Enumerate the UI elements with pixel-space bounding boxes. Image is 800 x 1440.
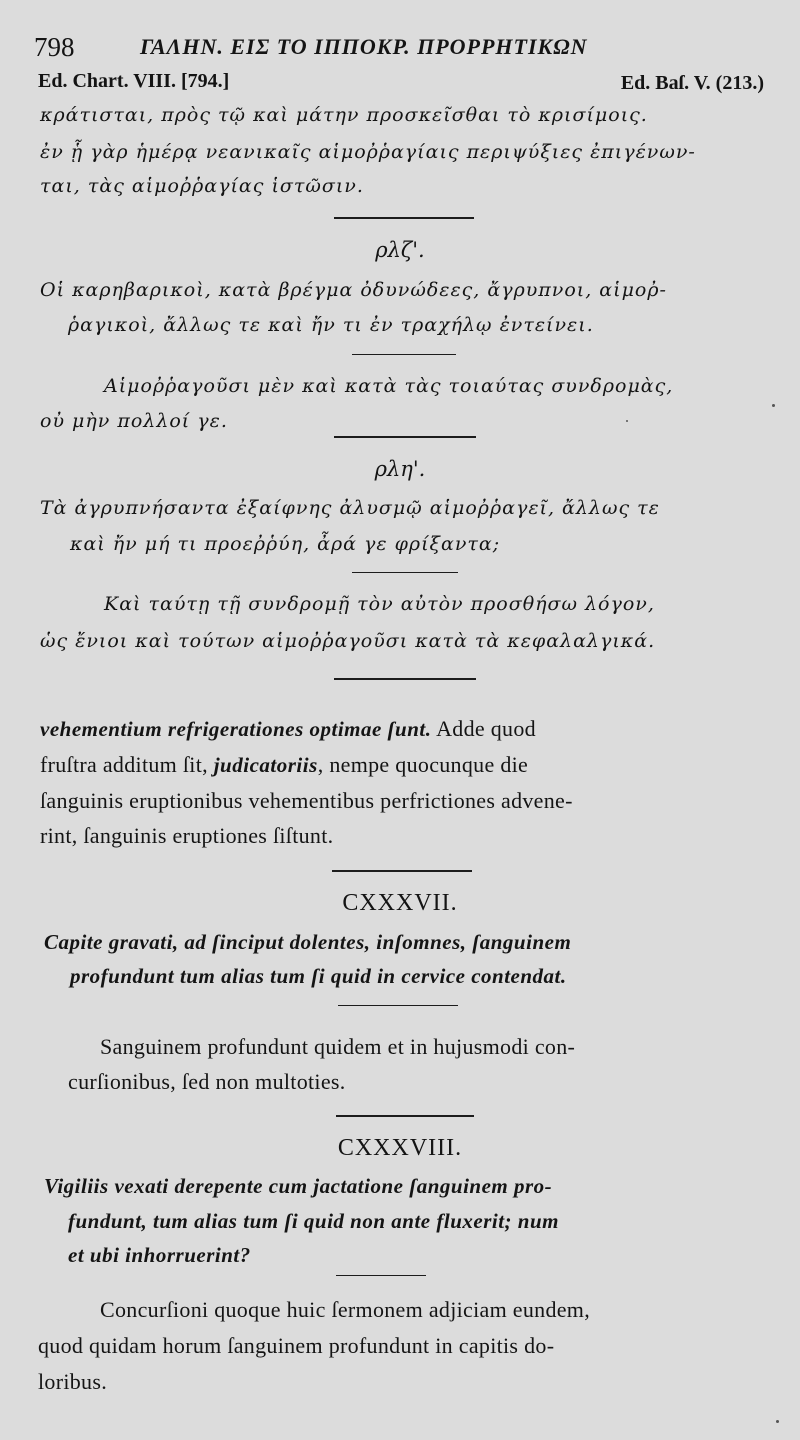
latin-intro-rest: Adde quod	[431, 716, 536, 741]
scan-speck	[626, 420, 628, 422]
section-rule	[334, 436, 476, 438]
latin-intro-line-3: ſanguinis eruptionibus vehementibus perfrictiones advene-	[40, 788, 573, 813]
commentary-137-line-2: ὡς ἔνιοι καὶ τούτων αἱμοῤῥαγοῦσι κατὰ τὰ κεφαλαλγικά.	[40, 630, 656, 652]
section-number-greek-137: ρλη'.	[374, 457, 426, 481]
aphorism-CXXXVIII-line-2: fundunt, tum alias tum ſi quid non ante fluxerit; num	[68, 1209, 559, 1233]
aphorism-136-line-1: Οἱ καρηβαρικοὶ, κατὰ βρέγμα ὀδυνώδεες, ἄγρυπνοι, αἱμοῤ-	[40, 279, 667, 301]
commentary-CXXXVIII-line-3: loribus.	[38, 1369, 108, 1394]
aphorism-137-line-2: καὶ ἤν μή τι προεῤῥύη, ἆρά γε φρίξαντα;	[70, 533, 501, 555]
aphorism-CXXXVII-line-2: profundunt tum alias tum ſi quid in cervice contendat.	[70, 964, 567, 988]
short-rule	[352, 572, 458, 573]
scan-speck	[772, 404, 775, 407]
aphorism-CXXXVII-line-1: Capite gravati, ad ſinciput dolentes, inſomnes, ſanguinem	[44, 930, 572, 954]
section-rule	[336, 1115, 474, 1117]
short-rule	[352, 354, 456, 355]
section-rule	[334, 678, 476, 680]
edition-basel-reference: Ed. Baſ. V. (213.)	[620, 72, 764, 94]
aphorism-137-line-1: Τὰ ἀγρυπνήσαντα ἐξαίφνης ἀλυσμῷ αἱμοῤῥαγεῖ, ἄλλως τε	[40, 497, 660, 519]
commentary-136-line-2: οὐ μὴν πολλοί γε.	[40, 410, 228, 432]
running-title: ΓΑΛΗΝ. ΕΙΣ ΤΟ ΙΠΠΟΚΡ. ΠΡΟΡΡΗΤΙΚΩΝ	[140, 34, 588, 59]
greek-intro-line-2: ἐν ᾗ γὰρ ἡμέρᾳ νεανικαῖς αἱμοῤῥαγίαις περιψύξιες ἐπιγένων-	[40, 141, 696, 163]
short-rule	[338, 1005, 458, 1006]
latin-intro-line-2	[40, 752, 528, 778]
section-rule	[334, 217, 474, 219]
latin-intro-fragment: fruſtra additum ſit,	[40, 752, 214, 777]
commentary-137-line-1: Καὶ ταύτῃ τῇ συνδρομῇ τὸν αὐτὸν προσθήσω λόγον,	[104, 593, 655, 615]
commentary-CXXXVIII-line-1: Concurſioni quoque huic ſermonem adjiciam eundem,	[100, 1297, 591, 1322]
commentary-CXXXVII-line-1: Sanguinem profundunt quidem et in hujusmodi con-	[100, 1034, 576, 1059]
edition-chart-reference: Ed. Chart. VIII. [794.]	[38, 70, 230, 92]
section-number-CXXXVIII: CXXXVIII.	[337, 1135, 463, 1161]
latin-intro-line-4: rint, ſanguinis eruptiones ſiſtunt.	[40, 823, 334, 848]
commentary-CXXXVIII-line-2: quod quidam horum ſanguinem profundunt in capitis do-	[38, 1333, 555, 1358]
section-number-greek-136: ρλζ'.	[375, 238, 425, 262]
section-rule	[332, 870, 472, 872]
greek-intro-line-3: ται, τὰς αἱμοῤῥαγίας ἱστῶσιν.	[40, 175, 364, 197]
section-number-CXXXVII: CXXXVII.	[342, 890, 458, 916]
aphorism-CXXXVIII-line-1: Vigiliis vexati derepente cum jactatione ſanguinem pro-	[44, 1174, 553, 1198]
commentary-CXXXVII-line-2: curſionibus, ſed non multoties.	[68, 1069, 346, 1094]
latin-intro-italic: vehementium refrigerationes optimae ſunt.	[40, 717, 432, 741]
latin-intro-italic-word: judicatoriis	[213, 753, 318, 777]
latin-intro-fragment: , nempe quocunque die	[317, 752, 529, 777]
scan-speck	[776, 1420, 779, 1423]
commentary-136-line-1: Αἱμοῤῥαγοῦσι μὲν καὶ κατὰ τὰς τοιαύτας συνδρομὰς,	[104, 375, 674, 397]
short-rule	[336, 1275, 426, 1276]
latin-intro-line-1	[40, 716, 536, 742]
greek-intro-line-1: κράτισται, πρὸς τῷ καὶ μάτην προσκεῖσθαι τὸ κρισίμοις.	[40, 104, 648, 126]
page-number: 798	[34, 32, 75, 62]
aphorism-136-line-2: ῥαγικοὶ, ἄλλως τε καὶ ἤν τι ἐν τραχήλῳ ἐντείνει.	[68, 314, 594, 336]
aphorism-CXXXVIII-line-3: et ubi inhorruerint?	[68, 1243, 251, 1267]
